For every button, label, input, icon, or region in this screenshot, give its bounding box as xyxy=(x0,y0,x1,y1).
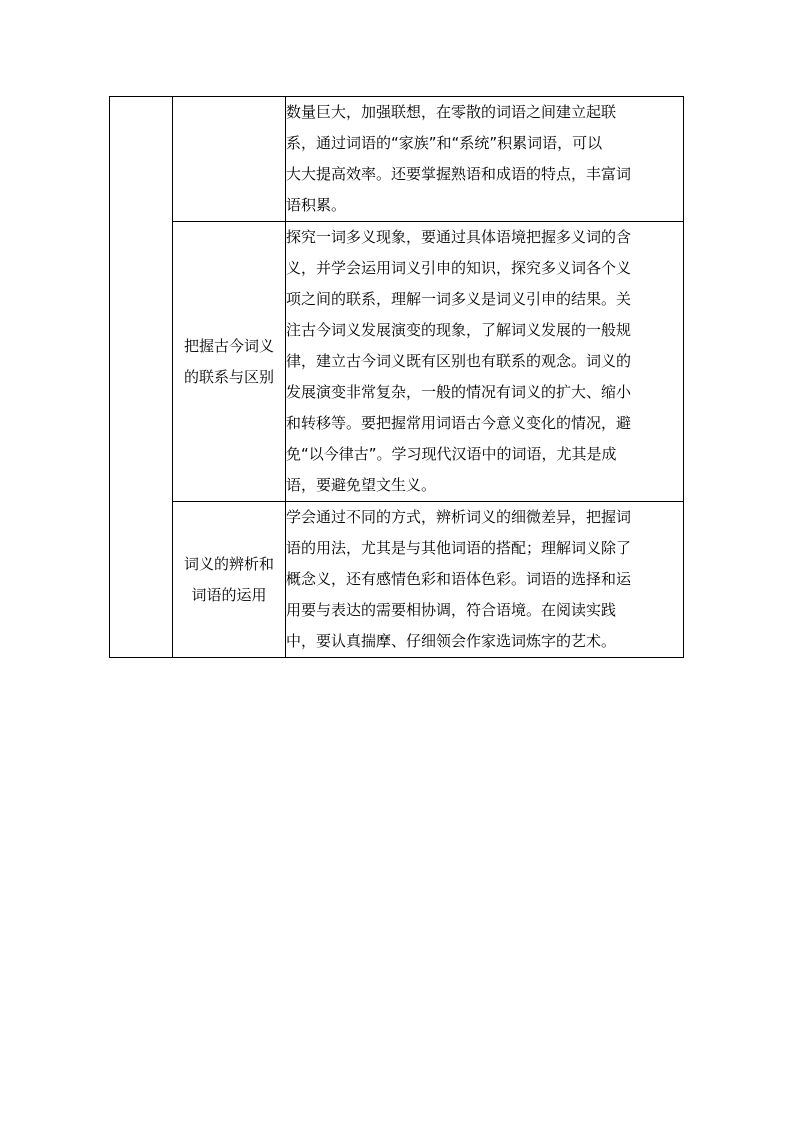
label-line: 词义的辨析和 xyxy=(183,554,274,573)
label-line: 把握古今词义 xyxy=(183,336,274,355)
text-line: 用要与表达的需要相协调，符合语境。在阅读实践 xyxy=(286,601,617,619)
text-line: 语，要避免望文生义。 xyxy=(286,476,437,494)
merged-first-column-cell xyxy=(110,97,173,658)
text-line: 语积累。 xyxy=(286,196,347,214)
text-line: 律，建立古今词义既有区别也有联系的观念。词义的 xyxy=(286,352,632,370)
text-line: 发展演变非常复杂，一般的情况有词义的扩大、缩小 xyxy=(286,383,632,401)
row-body-text xyxy=(286,222,684,502)
text-line: 大大提高效率。还要掌握熟语和成语的特点，丰富词 xyxy=(286,165,632,183)
text-line: 注古今词义发展演变的现象，了解词义发展的一般规 xyxy=(286,321,632,339)
text-line: 学会通过不同的方式，辨析词义的细微差异，把握词 xyxy=(286,508,632,526)
table-row xyxy=(110,502,684,658)
row-label-empty xyxy=(173,97,286,222)
label-line: 词语的运用 xyxy=(191,585,267,604)
text-line: 和转移等。要把握常用词语古今意义变化的情况，避 xyxy=(286,414,632,432)
label-line: 的联系与区别 xyxy=(183,367,274,386)
content-table xyxy=(109,96,684,658)
text-line: 中，要认真揣摩、仔细领会作家选词炼字的艺术。 xyxy=(286,632,617,650)
table-row xyxy=(110,222,684,502)
text-line: 项之间的联系，理解一词多义是词义引申的结果。关 xyxy=(286,290,632,308)
text-line: 概念义，还有感情色彩和语体色彩。词语的选择和运 xyxy=(286,570,632,588)
text-line: 免“以今律古”。学习现代汉语中的词语，尤其是成 xyxy=(286,445,617,463)
text-line: 探究一词多义现象，要通过具体语境把握多义词的含 xyxy=(286,228,632,246)
text-line: 数量巨大，加强联想，在零散的词语之间建立起联 xyxy=(286,103,617,121)
row-label xyxy=(173,502,286,658)
row-body-text xyxy=(286,502,684,658)
text-line: 系，通过词语的“家族”和“系统”积累词语，可以 xyxy=(286,134,603,152)
text-line: 义，并学会运用词义引申的知识，探究多义词各个义 xyxy=(286,259,632,277)
text-line: 语的用法，尤其是与其他词语的搭配；理解词义除了 xyxy=(286,539,632,557)
table-row xyxy=(110,97,684,222)
row-body-text xyxy=(286,97,684,222)
row-label xyxy=(173,222,286,502)
